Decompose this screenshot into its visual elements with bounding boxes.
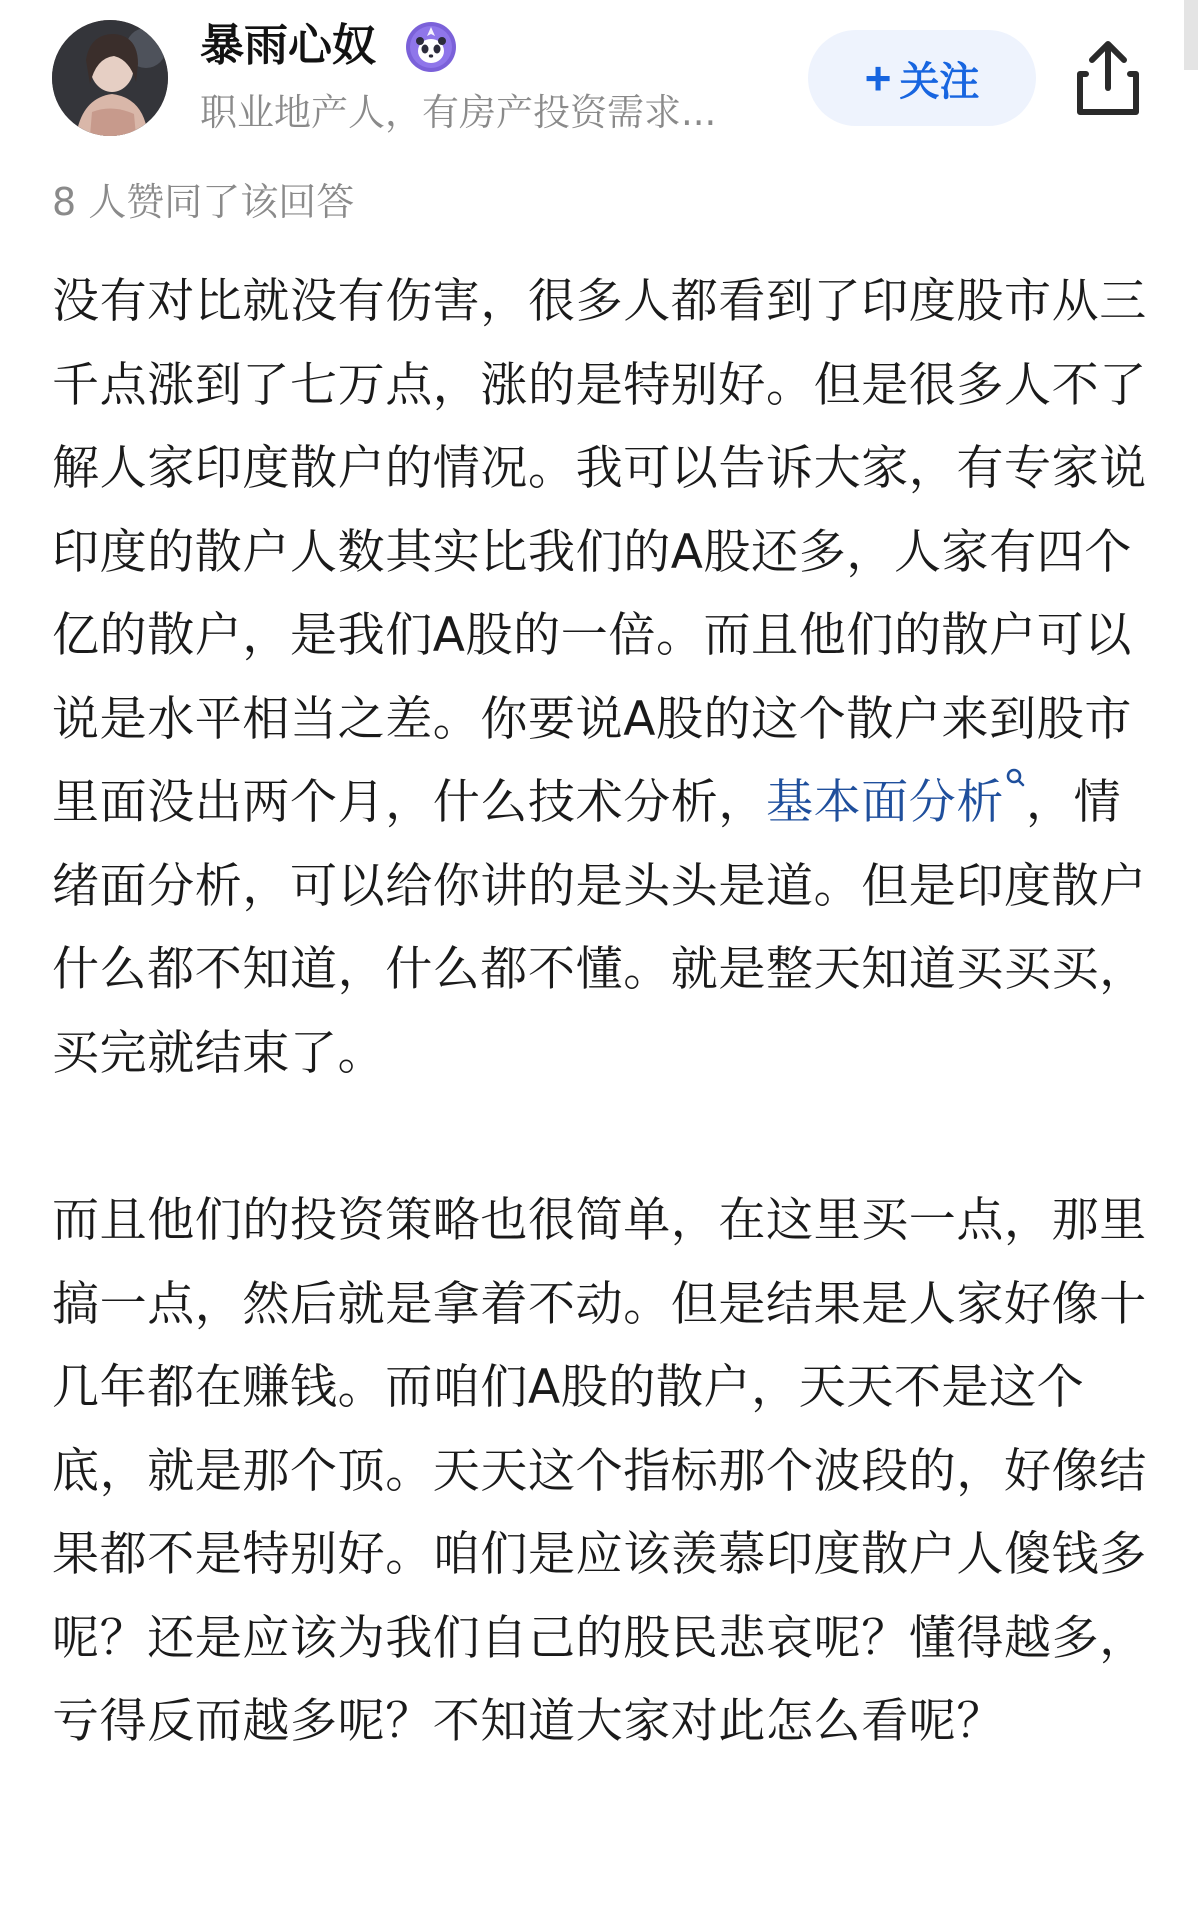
author-bio: 职业地产人，有房产投资需求... — [200, 91, 717, 134]
vote-count: 8 人赞同了该回答 — [52, 180, 355, 224]
share-button[interactable] — [1072, 38, 1144, 118]
keyword-link-text: 基本面分析 — [766, 775, 1004, 830]
avatar-photo — [52, 20, 168, 136]
author-name[interactable]: 暴雨心奴 — [200, 20, 376, 71]
plus-icon: + — [864, 52, 892, 104]
scrollbar[interactable] — [1184, 0, 1198, 70]
answer-content — [52, 260, 1152, 1764]
paragraph-1 — [52, 260, 1152, 1095]
purple-panda-badge-icon — [404, 20, 458, 74]
keyword-link[interactable] — [766, 775, 1026, 830]
paragraph-1-text-a: 没有对比就没有伤害，很多人都看到了印度股市从三千点涨到了七万点，涨的是特别好。但是很多人不了解人家印度散户的情况。我可以告诉大家，有专家说印度的散户人数其实比我们的A股还多，人家有四个亿的散户，是我们A股的一倍。而且他们的散户可以说是水平相当之差。你要说A股的这个散户来到股市里面没出两个月，什么技术分析， — [52, 274, 1147, 830]
paragraph-1-text-b: ，情绪面分析，可以给你讲的是头头是道。但是印度散户什么都不知道，什么都不懂。就是整天知道买买买，买完就结束了。 — [52, 775, 1147, 1081]
search-icon — [1004, 767, 1026, 797]
author-avatar[interactable] — [52, 20, 168, 136]
answer-header — [0, 0, 1198, 160]
follow-label: 关注 — [899, 59, 980, 104]
follow-button[interactable] — [808, 30, 1036, 126]
paragraph-2: 而且他们的投资策略也很简单，在这里买一点，那里搞一点，然后就是拿着不动。但是结果是人家好像十几年都在赚钱。而咱们A股的散户，天天不是这个底，就是那个顶。天天这个指标那个波段的，好像结果都不是特别好。咱们是应该羡慕印度散户人傻钱多呢？还是应该为我们自己的股民悲哀呢？懂得越多，亏得反而越多呢？不知道大家对此怎么看呢？ — [52, 1193, 1147, 1749]
share-icon — [1072, 38, 1144, 118]
